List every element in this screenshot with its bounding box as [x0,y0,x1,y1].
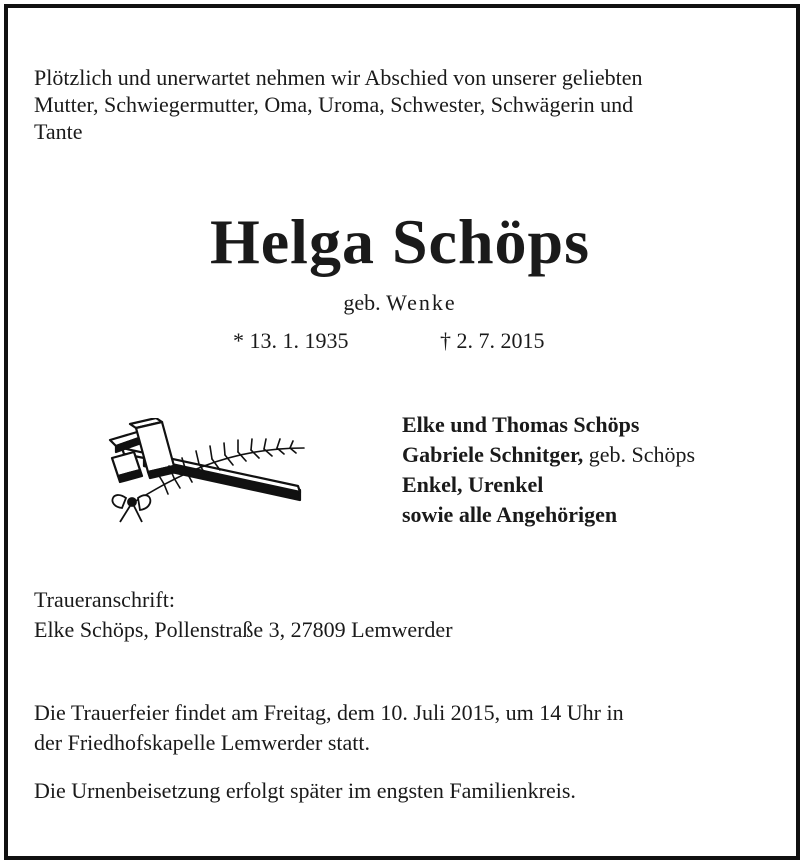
address-label: Traueranschrift: [34,587,175,612]
mourning-address [34,585,453,645]
mourner-line-4: sowie alle Angehörigen [402,502,618,527]
intro-line-2: Mutter, Schwiegermutter, Oma, Uroma, Schwester, Schwägerin und [34,92,634,117]
cross-shape [110,418,300,500]
urn-burial-info: Die Urnenbeisetzung erfolgt später im engsten Familienkreis. [34,778,576,803]
intro-line-1: Plötzlich und unerwartet nehmen wir Abschied von unserer geliebten [34,65,643,90]
intro-line-3: Tante [34,119,83,144]
mourners-list [402,410,695,530]
deceased-name: Helga Schöps [209,206,591,277]
mourner-line-2 [402,440,695,470]
mourner-line-1: Elke und Thomas Schöps [402,412,640,437]
service-line-1: Die Trauerfeier findet am Freitag, dem 10. Juli 2015, um 14 Uhr in [34,700,624,725]
intro-text [34,64,643,145]
address-value: Elke Schöps, Pollenstraße 3, 27809 Lemwerder [34,617,453,642]
funeral-service-info [34,698,624,758]
maiden-prefix: geb. [343,290,381,315]
ribbon-bow-shape [112,495,150,522]
mourner-line-2-suffix: geb. Schöps [588,442,696,467]
maiden-surname: Wenke [386,290,457,315]
birth-date: * 13. 1. 1935 [233,328,349,353]
mourner-line-3: Enkel, Urenkel [402,472,544,497]
mourner-line-2-name: Gabriele Schnitger, [402,442,584,467]
service-line-2: der Friedhofskapelle Lemwerder statt. [34,730,370,755]
maiden-name [0,289,800,316]
death-date: † 2. 7. 2015 [440,328,545,353]
cross-with-palm-branch-icon [104,418,314,524]
